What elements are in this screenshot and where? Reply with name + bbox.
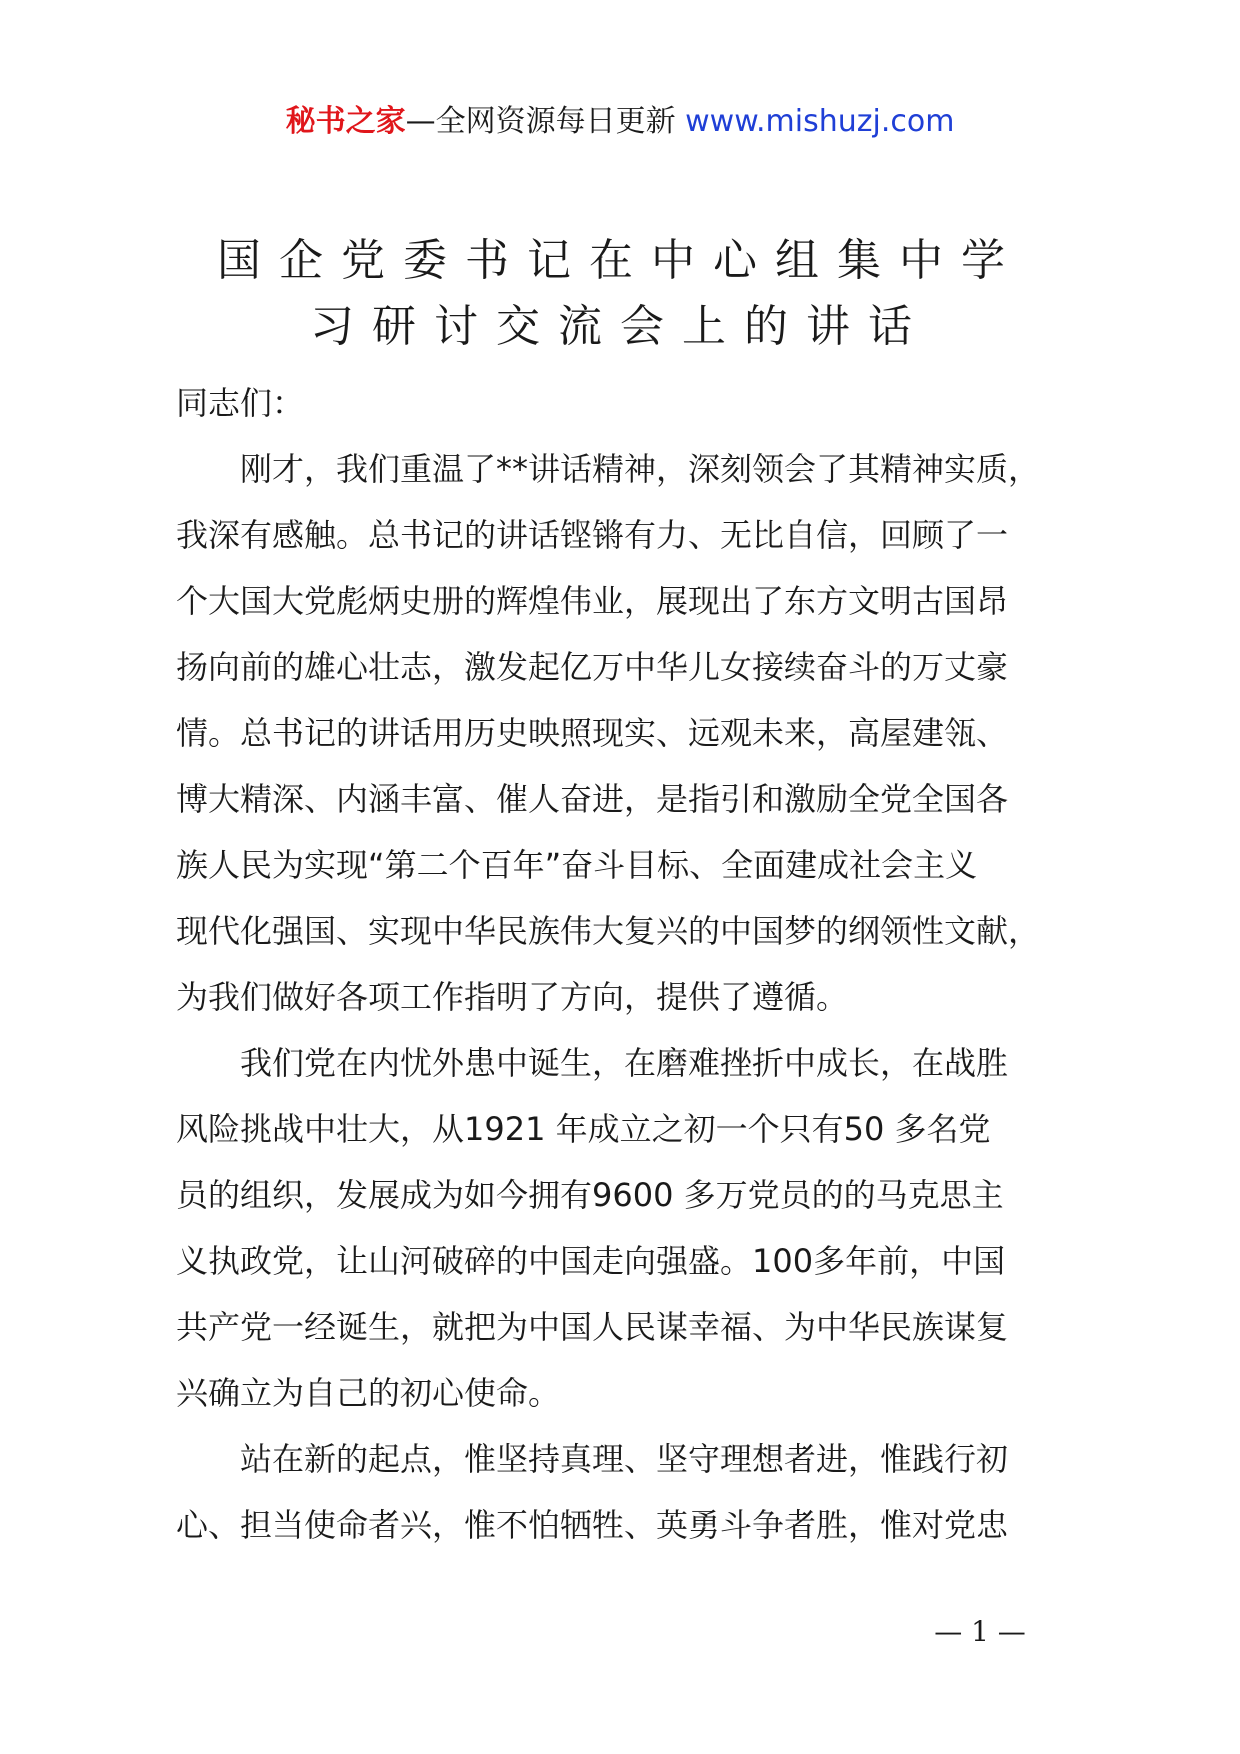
paragraph-line: 心、担当使命者兴，惟不怕牺牲、英勇斗争者胜，惟对党忠 (176, 1506, 1009, 1544)
title-line: 国企党委书记在中心组集中学 (217, 235, 1023, 286)
document-body (176, 370, 1081, 1558)
paragraph-line: 博大精深、内涵丰富、催人奋进，是指引和激励全党全国各 (176, 780, 1009, 818)
site-brand: 秘书之家 (285, 104, 406, 139)
title-line: 习研讨交流会上的讲话 (310, 301, 930, 352)
paragraph-line: 个大国大党彪炳史册的辉煌伟业，展现出了东方文明古国昂 (176, 582, 1009, 620)
site-header (0, 100, 1240, 144)
salutation: 同志们： (176, 384, 305, 422)
paragraph-line: 兴确立为自己的初心使命。 (176, 1374, 561, 1412)
paragraph-line: 员的组织，发展成为如今拥有9600 多万党员的的马克思主 (176, 1176, 1004, 1214)
paragraph-line: 义执政党，让山河破碎的中国走向强盛。100多年前，中国 (176, 1242, 1006, 1280)
paragraph-line: 风险挑战中壮大，从1921 年成立之初一个只有50 多名党 (176, 1110, 991, 1148)
paragraph-line: 情。总书记的讲话用历史映照现实、远观未来，高屋建瓴、 (176, 714, 1009, 752)
paragraph (176, 1426, 1081, 1558)
paragraph-line: 我深有感触。总书记的讲话铿锵有力、无比自信，回顾了一 (176, 516, 1009, 554)
page-number: — 1 — (934, 1615, 1026, 1648)
site-url-link[interactable]: www.mishuzj.com (685, 104, 955, 139)
paragraph-line: 扬向前的雄心壮志，激发起亿万中华儿女接续奋斗的万丈豪 (176, 648, 1009, 686)
paragraph-line: 共产党一经诞生，就把为中国人民谋幸福、为中华民族谋复 (176, 1308, 1009, 1346)
paragraph-line: 站在新的起点，惟坚持真理、坚守理想者进，惟践行初 (240, 1440, 1009, 1478)
paragraph-line: 刚才，我们重温了**讲话精神，深刻领会了其精神实质， (240, 450, 1041, 488)
paragraph-line: 为我们做好各项工作指明了方向，提供了遵循。 (176, 978, 849, 1016)
paragraph (176, 1030, 1081, 1426)
document-title (160, 228, 1080, 360)
paragraph-line: 我们党在内忧外患中诞生，在磨难挫折中成长，在战胜 (240, 1044, 1009, 1082)
paragraph (176, 436, 1081, 1030)
site-tagline: —全网资源每日更新 (405, 104, 676, 139)
paragraph-line: 族人民为实现“第二个百年”奋斗目标、全面建成社会主义 (176, 846, 978, 884)
paragraph-line: 现代化强国、实现中华民族伟大复兴的中国梦的纲领性文献， (176, 912, 1041, 950)
